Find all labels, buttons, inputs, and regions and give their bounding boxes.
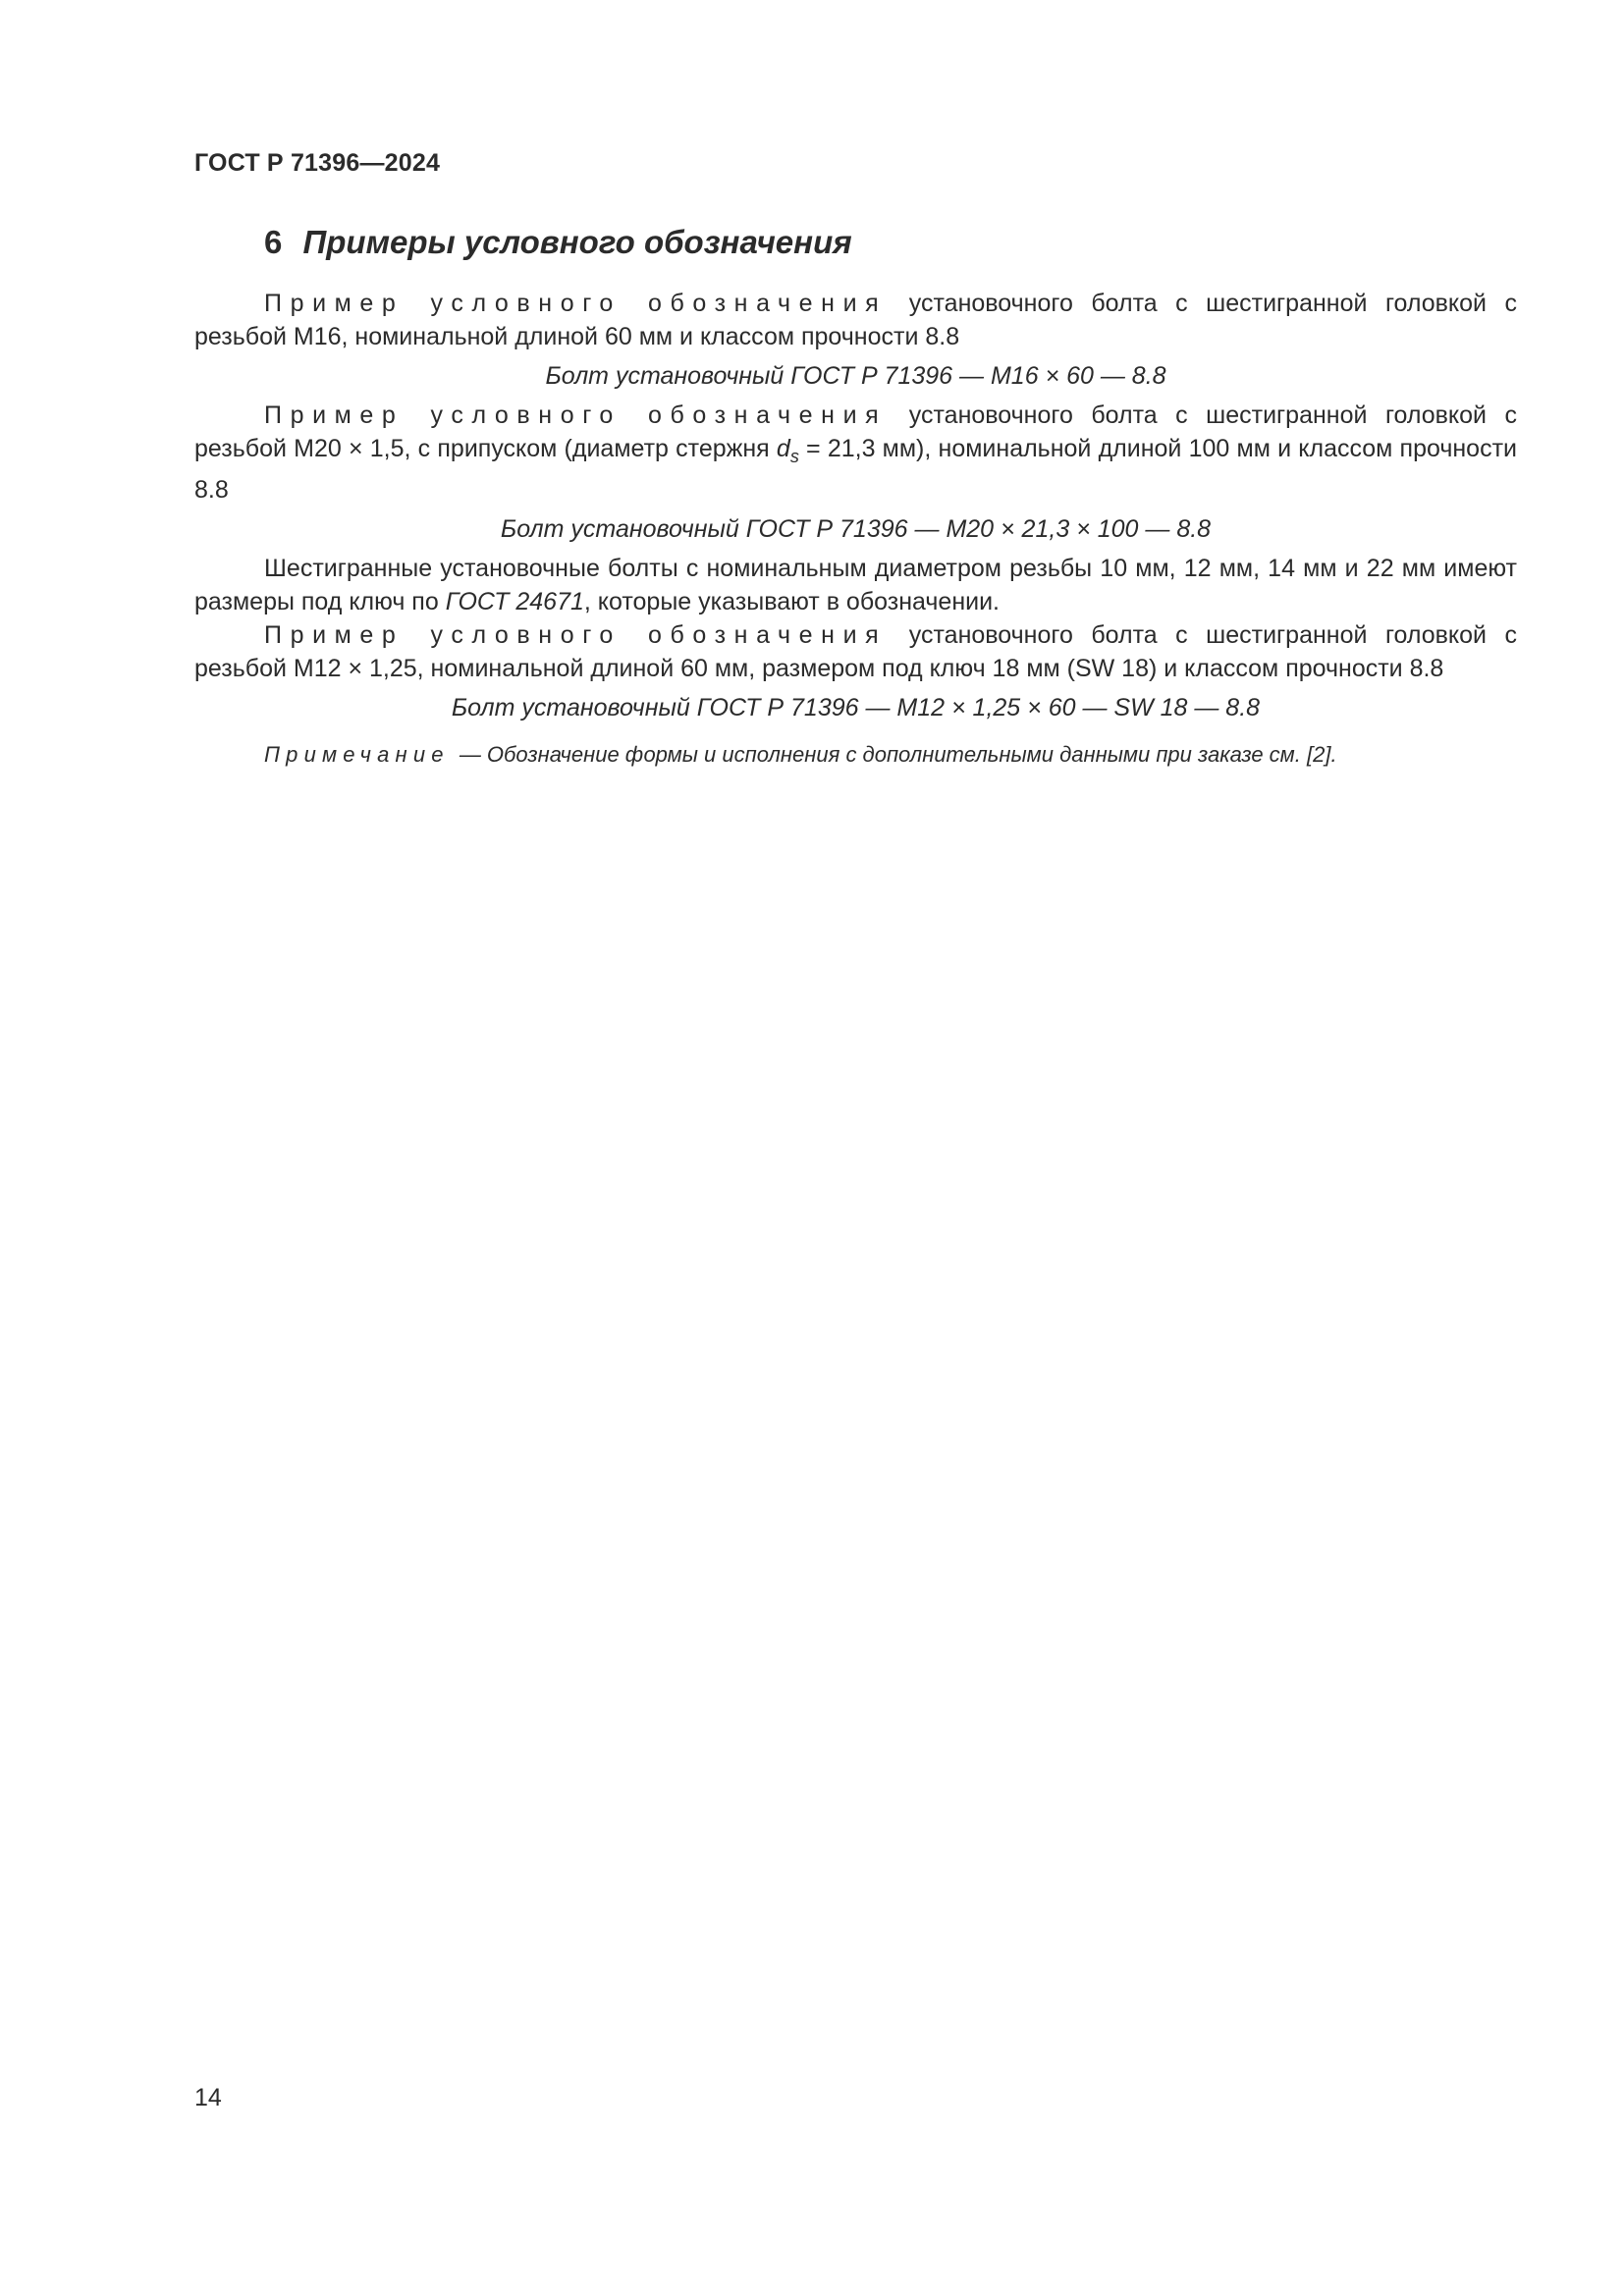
diameter-symbol-subscript: s <box>789 447 799 466</box>
section-number: 6 <box>264 224 283 260</box>
example-1-lead: Пример условного обозначения <box>264 290 888 317</box>
wrench-text-a: Шестигранные установочные болты с номинальным диаметром резьбы 10 мм, 12 мм, 14 мм и 22 мм имеют размеры под ключ по <box>194 555 1517 615</box>
example-2-lead: Пример условного обозначения <box>264 401 888 429</box>
wrench-text-b: , которые указывают в обозначении. <box>583 588 1000 615</box>
section-title <box>264 224 852 261</box>
example-3-paragraph <box>194 618 1517 685</box>
example-3-text: установочного болта с шестигранной головкой с резьбой М12 × 1,25, номинальной длиной 60 мм, размером под ключ 18 мм (SW 18) и классом прочности 8.8 <box>194 621 1518 682</box>
example-2-paragraph <box>194 399 1517 507</box>
note-lead: Примечание <box>264 742 450 767</box>
gost-reference: ГОСТ 24671 <box>445 588 584 615</box>
page-number: 14 <box>194 2084 222 2111</box>
wrench-size-paragraph <box>194 552 1517 618</box>
example-3-designation: Болт установочный ГОСТ Р 71396 — М12 × 1,25 × 60 — SW 18 — 8.8 <box>451 694 1261 721</box>
example-1-designation: Болт установочный ГОСТ Р 71396 — М16 × 60 — 8.8 <box>545 362 1166 390</box>
note-paragraph <box>194 738 1517 772</box>
example-1-paragraph <box>194 287 1517 353</box>
section-title-text: Примеры условного обозначения <box>302 224 852 260</box>
example-1-text: установочного болта с шестигранной головкой с резьбой М16, номинальной длиной 60 мм и классом прочности 8.8 <box>194 290 1518 350</box>
diameter-symbol: d <box>776 435 790 462</box>
document-body <box>194 287 1517 772</box>
document-header: ГОСТ Р 71396—2024 <box>194 149 441 177</box>
example-3-lead: Пример условного обозначения <box>264 621 888 649</box>
example-2-text-a: установочного болта с шестигранной головкой с резьбой М20 × 1,5, с припуском (диаметр стержня <box>194 401 1518 462</box>
example-2-designation: Болт установочный ГОСТ Р 71396 — М20 × 21,3 × 100 — 8.8 <box>500 515 1212 543</box>
note-text: — Обозначение формы и исполнения с дополнительными данными при заказе см. [2]. <box>453 742 1337 767</box>
example-2-text-b: = 21,3 мм), номинальной длиной 100 мм и классом прочности 8.8 <box>194 435 1517 504</box>
